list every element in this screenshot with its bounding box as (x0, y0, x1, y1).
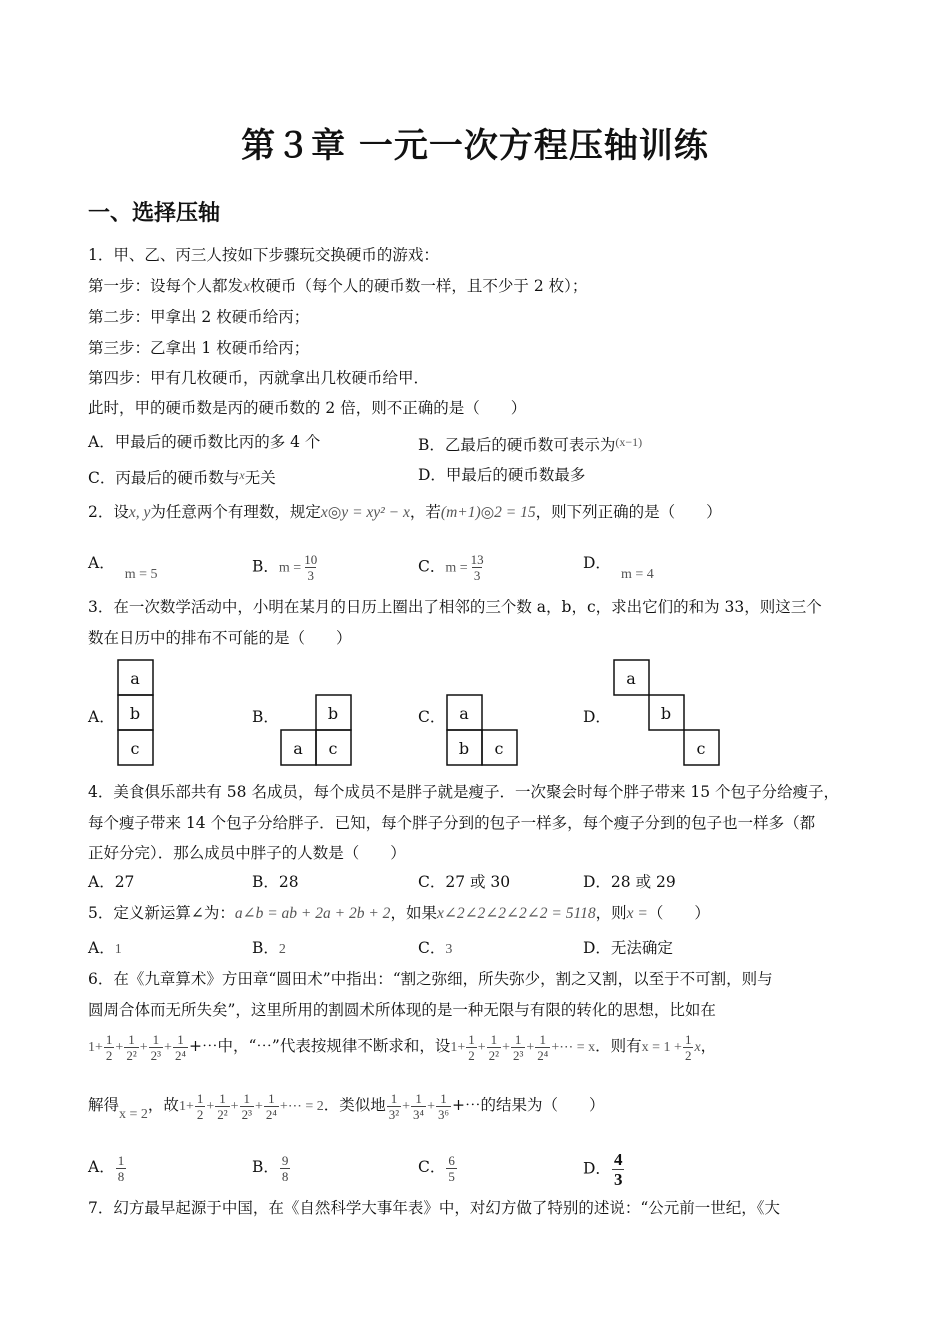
q5-definition: a∠b = ab + 2a + 2b + 2 (234, 905, 391, 922)
q1-ask: 此时，甲的硬币数是丙的硬币数的 2 倍，则不正确的是（ ） (88, 399, 527, 417)
q6-frac-11-den: 2³ (241, 1106, 252, 1122)
q2-vars: x, y (128, 504, 151, 521)
q3-b-label-b: b (327, 704, 339, 723)
q6-option-c-label: C． (418, 1158, 446, 1176)
q5-option-d[interactable]: D．无法确定 (583, 939, 673, 957)
q6-frac-8-num: 1 (539, 1031, 547, 1047)
q2-option-b-den: 3 (307, 568, 314, 583)
q5-condition: x∠2∠2∠2∠2∠2 = 5118 (436, 905, 596, 922)
q5-ask: x = (626, 905, 648, 922)
q4-option-a[interactable]: A．27 (88, 873, 135, 891)
q1-option-b-expr: (x−1) (615, 435, 643, 449)
q5-option-b[interactable] (252, 937, 286, 961)
q5-option-a-label: A． (88, 939, 115, 957)
q6-comma: ， (700, 1037, 717, 1055)
q6-eq-lhs: x = 1 + (641, 1040, 682, 1055)
q2-option-b-label: B． (252, 557, 279, 576)
q2-option-a-label: A． (88, 554, 115, 572)
q6-frac-4-den: 2⁴ (174, 1047, 186, 1063)
q6-option-a-num: 1 (117, 1152, 125, 1168)
q6-series-one: 1+ (88, 1040, 103, 1055)
q6-series3-one: 1+ (178, 1099, 194, 1114)
q2-option-d-value: m = 4 (620, 567, 654, 582)
q6-frac-10 (215, 1091, 229, 1122)
q1-step2: 第二步：甲拿出 2 枚硬币给丙； (88, 308, 310, 326)
q6-option-a-label: A． (88, 1158, 115, 1176)
q6-frac-12-den: 2⁴ (265, 1106, 277, 1122)
q1-step1 (88, 275, 587, 298)
q6-stem-line4: 解得x = 2，故1+ $\frac{1}{2}$ + $\frac{1}{\text{2²}}$ + $\frac{1}{\text{2³}}$ + $\frac{1}{\text{2⁴}}$ +⋯ = 2．类似地 $\frac{1}{\text{3²}}$ + $\frac{1}{\text{3⁴}}$ + $\frac{1}{\text{3⁶}}$ +⋯的结果为（ ） (88, 1090, 605, 1122)
q1-step1-var: x (243, 278, 250, 295)
q6-frac-9 (195, 1091, 206, 1122)
q2-option-c-num: 13 (470, 552, 484, 567)
q2-text-c: ，若 (409, 503, 441, 521)
q1-option-b[interactable] (418, 431, 642, 456)
q3-d-label-a: a (626, 669, 636, 688)
q6-option-a[interactable] (88, 1150, 127, 1184)
q6-text-zhong: +⋯中， (188, 1037, 249, 1055)
q1-step1-text-a: 第一步：设每个人都发 (88, 277, 244, 295)
q6-frac-3-den: 2³ (150, 1047, 162, 1063)
q4-stem-line1: 4．美食俱乐部共有 58 名成员，每个成员不是胖子就是瘦子．一次聚会时每个胖子带来 15 个包子分给瘦子， (88, 783, 840, 801)
q3-b-label-a: a (293, 739, 303, 758)
q5-stem (88, 902, 710, 925)
q6-option-b-den: 8 (281, 1168, 289, 1184)
q2-option-b[interactable] (252, 552, 320, 583)
q6-option-d-fraction (612, 1150, 625, 1189)
q6-eq-x: x (694, 1040, 701, 1055)
q6-frac-7-den: 2³ (512, 1047, 524, 1063)
q6-frac-14-num: 1 (415, 1090, 422, 1106)
q6-frac-9-den: 2 (196, 1106, 204, 1122)
q2-definition: x◎y = xy² − x (320, 504, 410, 521)
q3-option-c-label[interactable]: C． (418, 708, 446, 726)
q6-frac-7 (511, 1032, 525, 1063)
q1-step3: 第三步：乙拿出 1 枚硬币给丙； (88, 339, 310, 357)
q6-option-c-den: 5 (448, 1168, 455, 1184)
q6-frac-eq-num: 1 (684, 1031, 692, 1047)
q6-option-b-num: 9 (281, 1152, 289, 1168)
q6-option-b-label: B． (252, 1158, 279, 1176)
q6-frac-15-num: 1 (440, 1090, 447, 1106)
q3-a-label-b: b (129, 704, 141, 723)
q6-frac-14 (411, 1091, 426, 1122)
q6-text-solve: 解得 (88, 1096, 120, 1114)
q6-frac-4-num: 1 (177, 1031, 184, 1047)
q6-option-c-fraction (446, 1153, 457, 1184)
q6-text-analog: ．类似地 (323, 1096, 386, 1114)
q5-text-c: ，则 (595, 904, 627, 922)
q2-option-b-fraction (302, 552, 319, 583)
q2-option-c-den: 3 (473, 568, 481, 583)
q3-c-label-c: c (494, 739, 504, 758)
q6-series2-one: 1+ (450, 1040, 466, 1055)
q6-frac-6-den: 2² (488, 1047, 500, 1063)
q4-option-d[interactable]: D．28 或 29 (583, 873, 676, 891)
q6-frac-eq-den: 2 (684, 1047, 692, 1063)
q2-option-c-label: C． (418, 557, 446, 576)
q1-stem: 1．甲、乙、丙三人按如下步骤玩交换硬币的游戏： (88, 246, 439, 264)
q6-frac-5 (466, 1032, 477, 1063)
q6-stem-line1: 6．在《九章算术》方田章“圆田术”中指出：“割之弥细，所失弥少，割之又割，以至于不可割，则与 (88, 970, 773, 988)
q5-option-c-label: C． (418, 939, 446, 957)
q3-stem-line2: 数在日历中的排布不可能的是（ ） (88, 629, 352, 647)
q6-text-mid3: ．则有 (595, 1037, 642, 1055)
q6-option-d-label: D． (583, 1159, 611, 1178)
q6-frac-3 (149, 1032, 163, 1063)
q6-frac-10-den: 2² (217, 1106, 228, 1122)
q6-frac-6-num: 1 (490, 1031, 498, 1047)
q6-series2-tail: +⋯ = x (551, 1040, 596, 1055)
q4-stem-line2: 每个瘦子带来 14 个包子分给胖子．已知，每个胖子分到的包子一样多，每个瘦子分到的包子也一样多（都 (88, 814, 816, 832)
q6-frac-12-num: 1 (268, 1090, 275, 1106)
q6-frac-4 (173, 1032, 188, 1063)
q6-frac-11-num: 1 (243, 1090, 251, 1106)
q6-frac-1 (104, 1032, 115, 1063)
q5-option-a-value: 1 (114, 942, 122, 957)
q6-frac-3-num: 1 (152, 1031, 160, 1047)
q6-option-a-den: 8 (117, 1168, 125, 1184)
q2-text-b: 为任意两个有理数，规定 (150, 503, 321, 521)
q5-text-a: 5．定义新运算∠为： (88, 904, 235, 922)
q2-option-c-fraction (469, 552, 486, 583)
q5-option-b-value: 2 (278, 942, 286, 957)
q3-d-label-c: c (696, 739, 706, 758)
q6-frac-2-den: 2² (126, 1047, 137, 1063)
q3-option-a-label[interactable]: A． (88, 708, 115, 726)
q6-frac-12 (264, 1091, 279, 1122)
q6-option-a-fraction (116, 1153, 127, 1184)
q6-frac-14-den: 3⁴ (413, 1106, 425, 1122)
q2-condition: (m+1)◎2 = 15 (440, 504, 536, 521)
q6-frac-1-den: 2 (105, 1047, 113, 1063)
q2-option-a-value: m = 5 (124, 567, 158, 582)
q3-b-label-c: c (328, 739, 338, 758)
q2-text-d: ，则下列正确的是（ ） (535, 503, 722, 521)
q1-step4: 第四步：甲有几枚硬币，丙就拿出几枚硬币给甲． (88, 369, 430, 387)
q6-frac-11 (240, 1091, 254, 1122)
q6-frac-7-num: 1 (514, 1031, 522, 1047)
q1-option-b-text: B．乙最后的硬币数可表示为 (418, 436, 616, 454)
q1-option-c-text-a: C．丙最后的硬币数与 (88, 469, 240, 487)
q6-frac-5-den: 2 (468, 1047, 475, 1063)
q6-sum-eq: +⋯ = 2 (279, 1099, 324, 1114)
q1-option-c[interactable] (88, 464, 276, 489)
q3-stem-line1: 3．在一次数学活动中，小明在某月的日历上圈出了相邻的三个数 a，b，c，求出它们的和为 33，则这三个 (88, 598, 822, 616)
q6-frac-10-num: 1 (219, 1090, 226, 1106)
q5-option-a[interactable] (88, 937, 122, 961)
q6-option-c[interactable] (418, 1150, 458, 1184)
q1-option-a[interactable]: A．甲最后的硬币数比丙的多 4 个 (88, 433, 321, 451)
q3-d-label-b: b (660, 704, 672, 723)
q6-frac-9-num: 1 (196, 1090, 204, 1106)
q6-frac-13-den: 3² (388, 1106, 400, 1122)
q6-frac-2-num: 1 (128, 1031, 135, 1047)
q6-frac-8-den: 2⁴ (537, 1047, 549, 1063)
q4-stem-line3: 正好分完）．那么成员中胖子的人数是（ ） (88, 844, 406, 862)
q6-frac-6 (487, 1032, 501, 1063)
q1-option-c-var: x (239, 468, 245, 482)
q6-frac-15-den: 3⁶ (438, 1106, 450, 1122)
q6-option-c-num: 6 (448, 1152, 455, 1168)
q6-frac-5-num: 1 (468, 1031, 475, 1047)
q3-c-label-a: a (459, 704, 469, 723)
q6-stem-line3: 1+ $\frac{1}{2}$ + $\frac{1}{\text{2²}}$ + $\frac{1}{\text{2³}}$ + $\frac{1}{\text{2⁴}}$ +⋯中，“⋯”代表按规律不断求和，设1+ $\frac{1}{2}$ + $\frac{1}{\text{2²}}$ + $\frac{1}{\text{2³}}$ + $\frac{1}{\text{2⁴}}$ +⋯ = x．则有x = 1 + $\frac{1}{2}$ x， (88, 1031, 717, 1063)
page-title: 第３章 一元一次方程压轴训练 (241, 126, 709, 166)
q3-a-label-c: c (130, 739, 140, 758)
q3-c-label-b: b (458, 739, 470, 758)
q6-frac-2 (124, 1032, 138, 1063)
q6-text-gu: ，故 (147, 1096, 179, 1114)
q2-stem (88, 501, 722, 524)
q6-option-d-num: 4 (613, 1150, 623, 1169)
q3-a-label-a: a (130, 669, 140, 688)
q1-option-c-text-b: 无关 (244, 469, 276, 487)
q6-option-d-den: 3 (613, 1170, 623, 1189)
q6-frac-13-num: 1 (390, 1090, 398, 1106)
q2-option-b-num: 10 (304, 552, 318, 567)
q5-text-d: （ ） (647, 904, 710, 922)
q4-option-b[interactable]: B．28 (252, 873, 299, 891)
q2-option-c-lhs: m = (445, 560, 468, 576)
q1-step1-text-b: 枚硬币（每个人的硬币数一样，且不少于 2 枚）； (249, 277, 588, 295)
q6-solve-x: x = 2 (119, 1107, 148, 1122)
q6-frac-eq (683, 1032, 694, 1063)
q5-option-c-value: 3 (445, 942, 453, 957)
q2-option-b-lhs: m = (278, 560, 302, 576)
section-heading: 一、选择压轴 (88, 200, 221, 226)
q6-frac-13 (387, 1091, 401, 1122)
q2-option-c[interactable] (418, 552, 487, 583)
q7-stem-line1: 7．幻方最早起源于中国，在《自然科学大事年表》中，对幻方做了特别的述说：“公元前一世纪，《大 (88, 1199, 781, 1217)
q4-option-c[interactable]: C．27 或 30 (418, 873, 511, 891)
q6-frac-8 (535, 1032, 550, 1063)
q6-text-tail: +⋯的结果为（ ） (452, 1096, 605, 1114)
q6-frac-1-num: 1 (105, 1031, 113, 1047)
q6-frac-15 (436, 1091, 451, 1122)
q6-text-mid1: “⋯”代表按规律不断求和，设 (248, 1037, 451, 1055)
q3-calendar-figures (0, 655, 950, 785)
q3-option-b-label[interactable]: B． (252, 708, 279, 726)
q6-option-b-fraction (280, 1153, 291, 1184)
q2-option-a[interactable] (88, 552, 158, 582)
q5-option-b-label: B． (252, 939, 279, 957)
q6-option-b[interactable] (252, 1150, 291, 1184)
q1-option-d[interactable]: D．甲最后的硬币数最多 (418, 466, 586, 484)
q6-option-d[interactable] (583, 1150, 625, 1189)
q5-option-c[interactable] (418, 937, 452, 961)
q2-option-d[interactable] (583, 552, 654, 582)
q2-text-a: 2．设 (88, 503, 129, 521)
q2-option-d-label: D． (583, 554, 611, 572)
q6-stem-line2: 圆周合体而无所失矣”，这里所用的割圆术所体现的是一种无限与有限的转化的思想，比如在 (88, 1001, 716, 1019)
q5-text-b: ，如果 (390, 904, 437, 922)
q3-option-d-label[interactable]: D． (583, 708, 611, 726)
